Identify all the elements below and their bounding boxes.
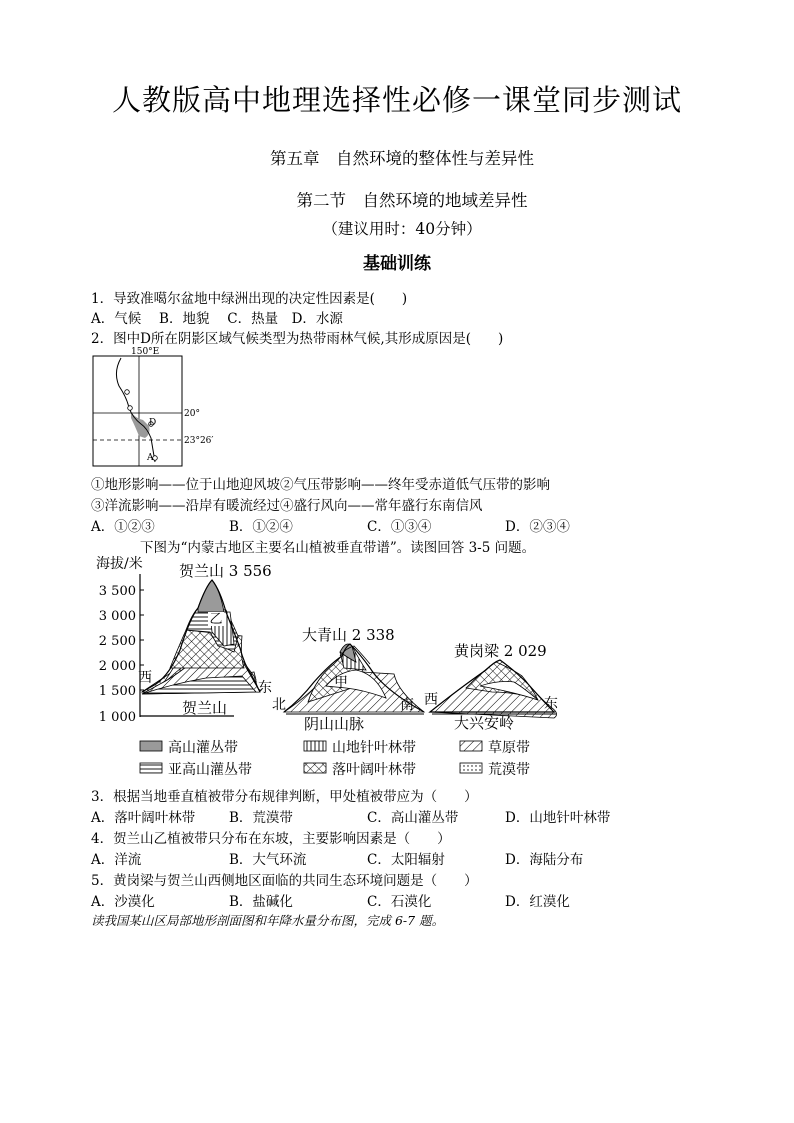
vegetation-chart	[94, 552, 574, 784]
chart-legend	[140, 739, 530, 778]
legend-swatch-desert	[460, 763, 482, 773]
huanggangliang-west: 西	[424, 692, 438, 708]
suggested-time: （建议用时：40分钟）	[322, 220, 482, 238]
q3-5-intro: 下图为“内蒙古地区主要名山植被垂直带谱”。读图回答 3-5 问题。	[140, 540, 536, 556]
map-lat-tropic: 23°26′	[184, 436, 214, 446]
map-lat-20: 20°	[184, 409, 200, 419]
q2-option-d: D．②③④	[505, 519, 570, 535]
q2-statement-2: ③洋流影响——沿岸有暖流经过④盛行风向——常年盛行东南信风	[91, 498, 483, 514]
q4-stem: 4．贺兰山乙植被带只分布在东坡，主要影响因素是（ ）	[91, 831, 451, 847]
q3-option-d: D．山地针叶林带	[505, 810, 611, 826]
daxinganling-name: 大兴安岭	[454, 714, 515, 732]
q5-option-d: D．红漠化	[505, 894, 570, 910]
helan-title: 贺兰山 3 556	[179, 562, 272, 580]
chart-ylabel: 海拔/米	[96, 556, 143, 572]
ytick-3000: 3 000	[98, 609, 136, 624]
legend-grassland: 草原带	[488, 740, 530, 756]
ytick-2000: 2 000	[98, 659, 136, 674]
q4-option-d: D．海陆分布	[505, 852, 584, 868]
legend-swatch-grassland	[460, 741, 482, 751]
mountain-helan	[142, 580, 262, 694]
q2-option-b: B．①②④	[229, 519, 293, 535]
q5-option-c: C．石漠化	[367, 894, 432, 910]
ytick-1000: 1 000	[98, 710, 136, 725]
q2-stem: 2．图中D所在阴影区域气候类型为热带雨林气候,其形成原因是( )	[91, 331, 504, 347]
helan-east: 东	[258, 680, 272, 696]
section-heading: 第二节 自然环境的地域差异性	[296, 191, 528, 210]
daqing-title: 大青山 2 338	[302, 626, 395, 644]
q5-option-a: A．沙漠化	[91, 894, 155, 910]
legend-swatch-alpine-shrub	[140, 741, 162, 751]
basic-training-heading: 基础训练	[363, 254, 431, 274]
legend-alpine-shrub: 高山灌丛带	[168, 740, 238, 756]
coast-map	[91, 346, 231, 468]
ytick-1500: 1 500	[98, 684, 136, 699]
q5-option-b: B．盐碱化	[229, 894, 293, 910]
legend-swatch-subalpine-shrub	[140, 763, 162, 773]
ytick-2500: 2 500	[98, 634, 136, 649]
daqing-south: 南	[400, 697, 414, 713]
huanggangliang-title: 黄岗梁 2 029	[454, 642, 547, 660]
legend-deciduous: 落叶阔叶林带	[332, 762, 416, 778]
q3-option-a: A．落叶阔叶林带	[91, 810, 196, 826]
mountain-huanggangliang	[430, 660, 557, 718]
legend-conifer: 山地针叶林带	[332, 740, 416, 756]
legend-subalpine-shrub: 亚高山灌丛带	[168, 762, 252, 778]
q6-7-intro: 读我国某山区局部地形剖面图和年降水量分布图，完成 6-7 题。	[91, 913, 445, 928]
q3-stem: 3．根据当地垂直植被带分布规律判断，甲处植被带应为（ ）	[91, 789, 478, 805]
ytick-3500: 3 500	[98, 584, 136, 599]
q3-option-c: C．高山灌丛带	[367, 810, 459, 826]
map-point-d: D	[149, 418, 157, 428]
mark-yi: 乙	[209, 612, 223, 627]
yinshan-name: 阴山山脉	[304, 715, 365, 733]
chapter-heading: 第五章 自然环境的整体性与差异性	[270, 149, 534, 168]
legend-swatch-deciduous	[304, 763, 326, 773]
map-lon-label: 150°E	[131, 347, 160, 357]
mark-jia: 甲	[334, 675, 348, 691]
helan-name: 贺兰山	[182, 699, 228, 717]
q2-option-c: C．①③④	[367, 519, 432, 535]
page-title: 人教版高中地理选择性必修一课堂同步测试	[111, 83, 682, 117]
q1-stem: 1．导致准噶尔盆地中绿洲出现的决定性因素是( )	[91, 291, 408, 307]
q2-statement-1: ①地形影响——位于山地迎风坡②气压带影响——终年受赤道低气压带的影响	[91, 477, 550, 493]
q4-option-b: B．大气环流	[229, 852, 307, 868]
huanggangliang-east: 东	[544, 696, 558, 712]
q5-stem: 5．黄岗梁与贺兰山西侧地区面临的共同生态环境问题是（ ）	[91, 873, 478, 889]
q3-option-b: B．荒漠带	[229, 810, 293, 826]
daqing-north: 北	[272, 697, 286, 713]
q2-option-a: A．①②③	[91, 519, 155, 535]
q1-options: A．气候 B．地貌 C．热量 D．水源	[91, 311, 343, 327]
q4-option-a: A．洋流	[91, 852, 142, 868]
map-point-a: A	[147, 453, 154, 463]
helan-west: 西	[138, 670, 152, 686]
legend-swatch-conifer	[304, 741, 326, 751]
legend-desert: 荒漠带	[488, 762, 530, 778]
q4-option-c: C．太阳辐射	[367, 852, 445, 868]
